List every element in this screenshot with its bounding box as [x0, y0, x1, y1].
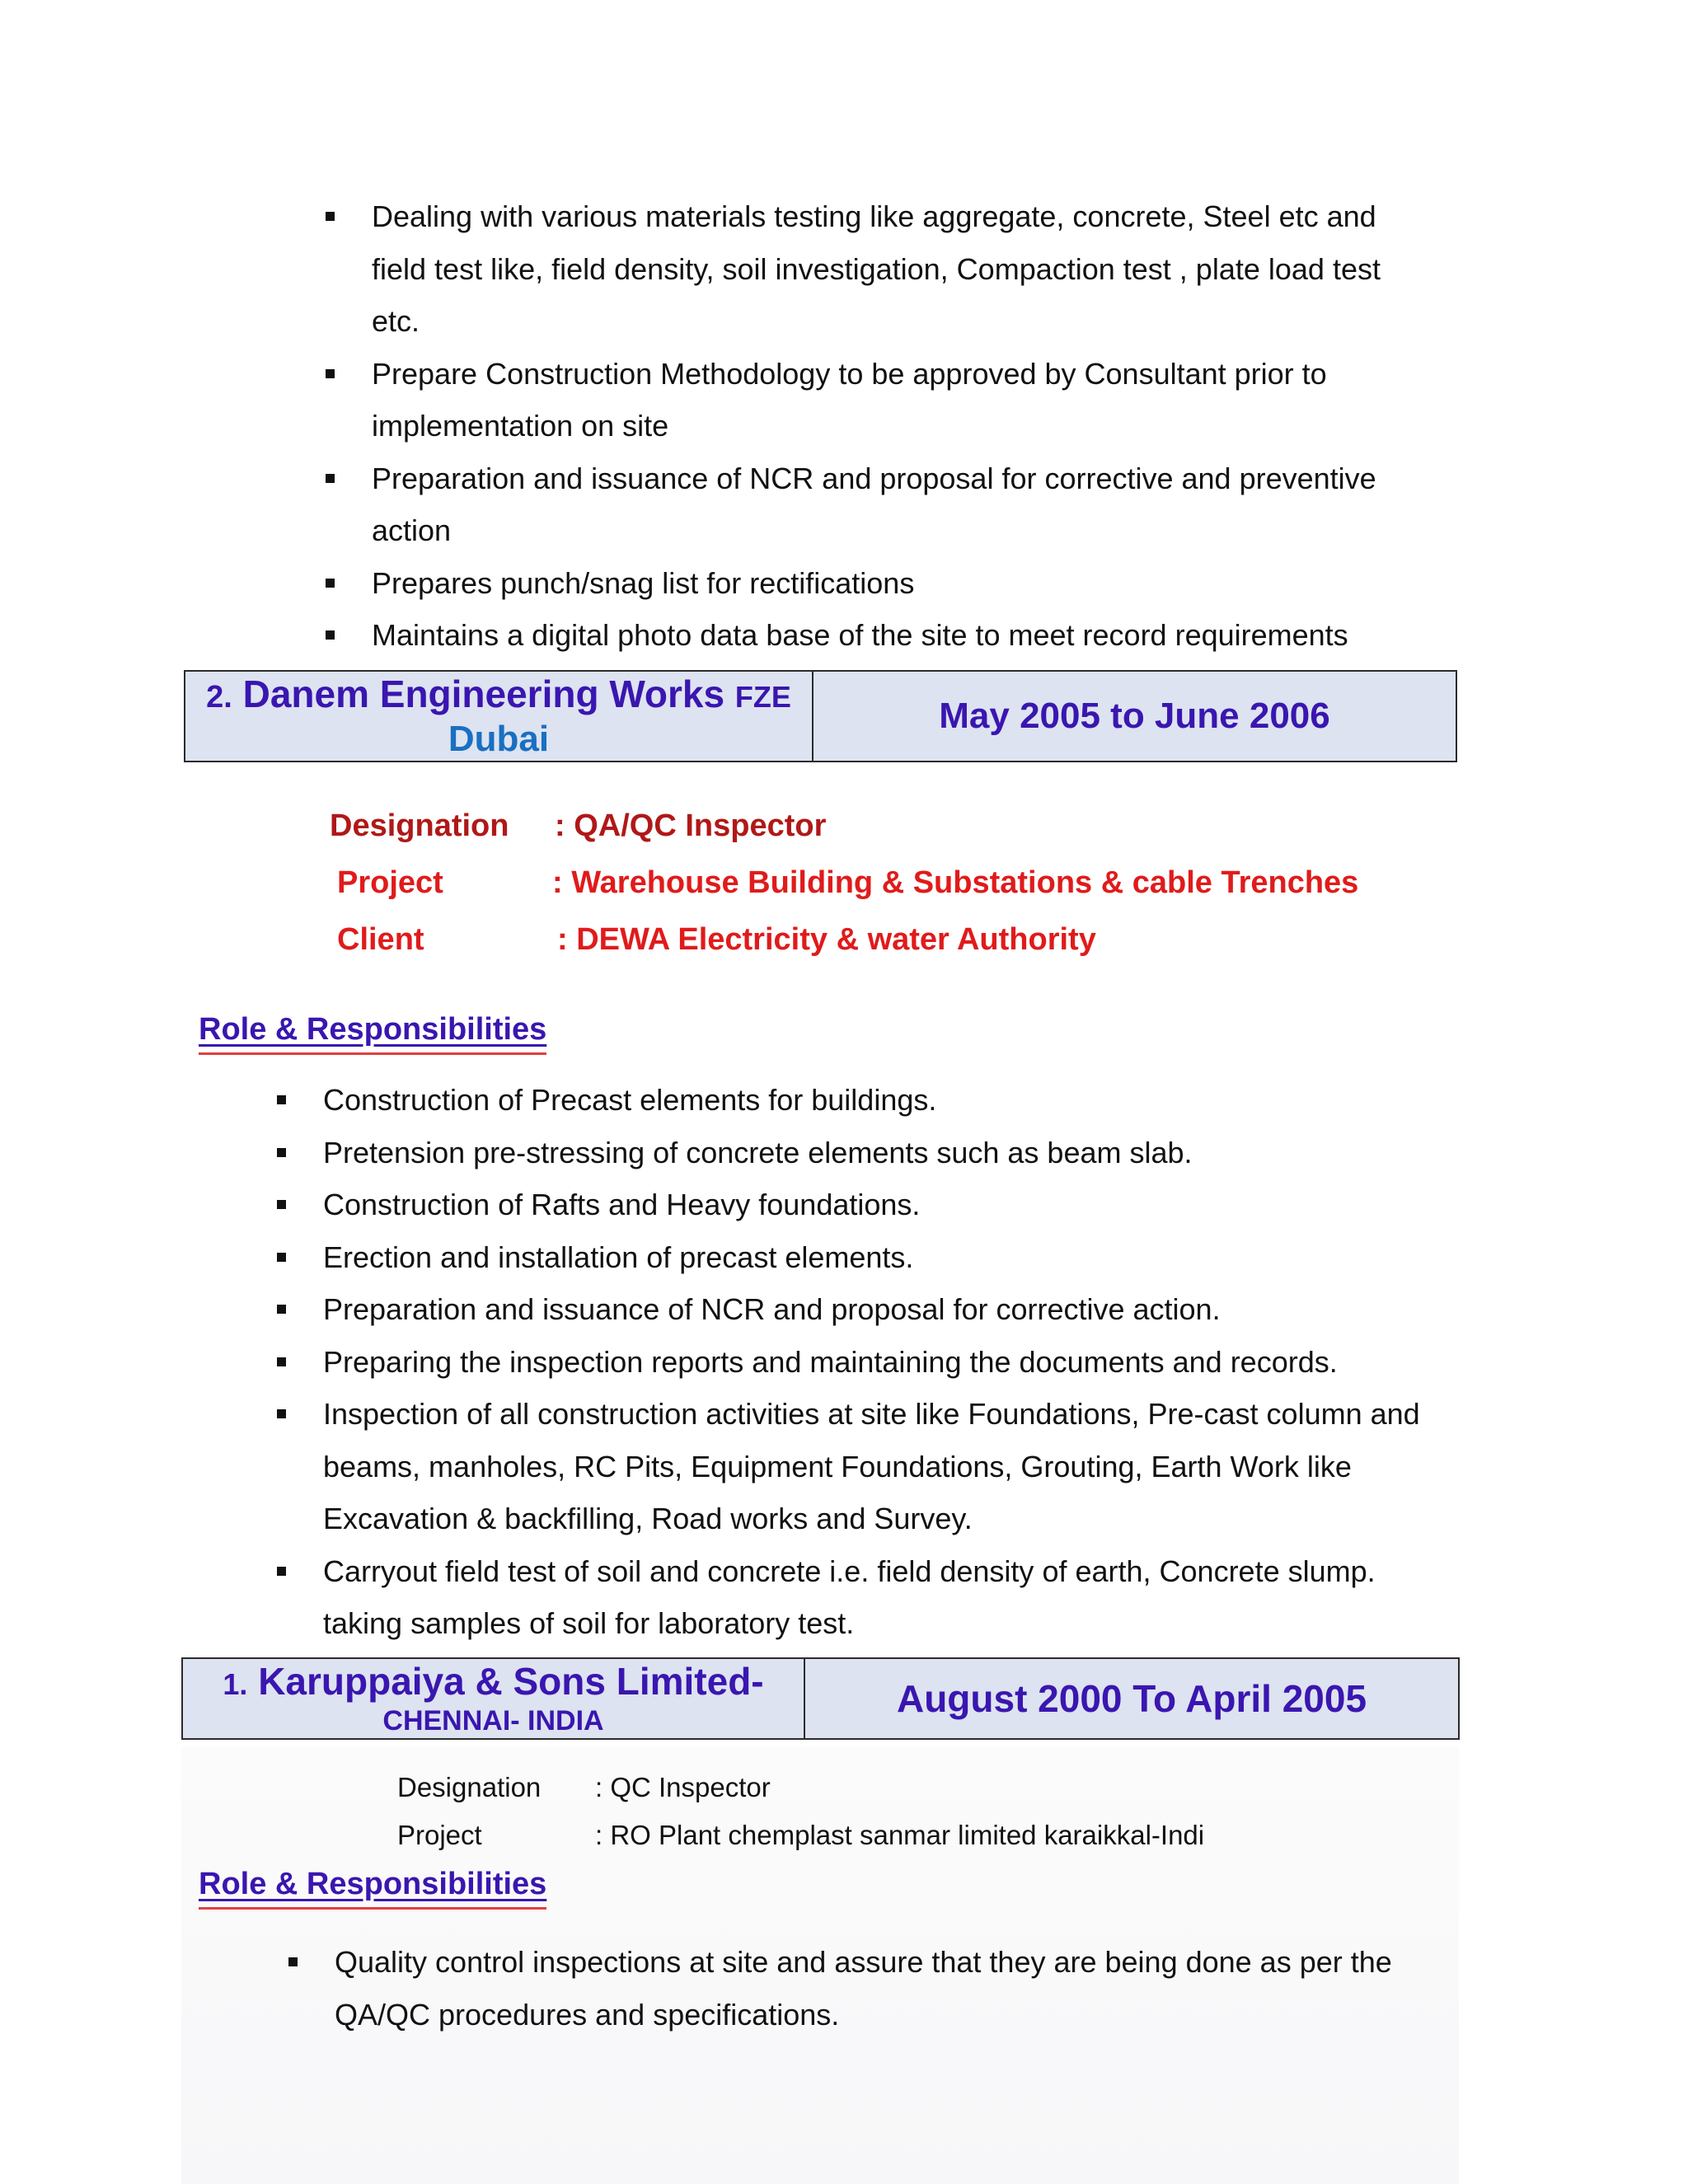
job1-number: 1.	[223, 1667, 248, 1701]
list-item: Preparing the inspection reports and maintaining the documents and records.	[275, 1336, 1446, 1389]
job2-roles-heading: Role & Responsibilities	[199, 1012, 547, 1047]
job1-roles-heading: Role & Responsibilities	[199, 1867, 547, 1901]
list-item: Maintains a digital photo data base of the site to meet record requirements	[324, 609, 1428, 662]
list-item: Inspection of all construction activities at site like Foundations, Pre-cast column and beams, manholes, RC Pits, Equipment Foundations, Grouting, Earth Work like Excavation & backfilling, Road works and Survey.	[275, 1388, 1446, 1545]
job2-designation-label: Designation	[330, 808, 509, 843]
list-item: Prepare Construction Methodology to be approved by Consultant prior to implementation on site	[324, 348, 1428, 452]
list-item: Preparation and issuance of NCR and proposal for corrective and preventive action	[324, 452, 1428, 557]
top-bullet-list	[324, 190, 1428, 662]
job2-client-value: : DEWA Electricity & water Authority	[557, 922, 1096, 957]
list-item: Construction of Precast elements for buildings.	[275, 1074, 1446, 1127]
job1-project-label: Project	[397, 1820, 482, 1850]
list-item: Prepares punch/snag list for rectifications	[324, 557, 1428, 610]
job1-company-cell	[183, 1659, 805, 1738]
job2-number: 2.	[206, 680, 232, 715]
job1-period: August 2000 To April 2005	[896, 1677, 1367, 1720]
job2-suffix: FZE	[734, 680, 791, 714]
list-item: Erection and installation of precast elements.	[275, 1231, 1446, 1284]
job2-header-box	[184, 670, 1457, 762]
job1-designation-value: : QC Inspector	[595, 1772, 771, 1802]
job2-responsibility-list	[275, 1074, 1446, 1650]
list-item: Quality control inspections at site and assure that they are being done as per the QA/QC procedures and specifications.	[287, 1936, 1449, 2041]
job2-project-label: Project	[337, 865, 443, 900]
list-item: Carryout field test of soil and concrete i.e. field density of earth, Concrete slump. taking samples of soil for laboratory test.	[275, 1545, 1446, 1650]
job2-company-cell	[185, 672, 814, 761]
job1-responsibility-list	[287, 1936, 1449, 2041]
list-item: Pretension pre-stressing of concrete elements such as beam slab.	[275, 1127, 1446, 1179]
job1-company: Karuppaiya & Sons Limited-	[258, 1660, 764, 1703]
job2-company: Danem Engineering Works	[242, 673, 725, 715]
job2-period: May 2005 to June 2006	[939, 696, 1330, 736]
job2-designation-value: : QA/QC Inspector	[555, 808, 827, 843]
job2-project-value: : Warehouse Building & Substations & cable Trenches	[552, 865, 1359, 900]
job2-client-label: Client	[337, 922, 424, 957]
job1-project-value: : RO Plant chemplast sanmar limited karaikkal-Indi	[595, 1820, 1205, 1850]
job1-header-box	[181, 1657, 1460, 1740]
job1-designation-label: Designation	[397, 1772, 542, 1802]
job2-location: Dubai	[448, 719, 550, 759]
list-item: Dealing with various materials testing like aggregate, concrete, Steel etc and field test like, field density, soil investigation, Compaction test , plate load test etc.	[324, 190, 1428, 348]
list-item: Preparation and issuance of NCR and proposal for corrective action.	[275, 1283, 1446, 1336]
job1-location: CHENNAI- INDIA	[382, 1705, 604, 1736]
list-item: Construction of Rafts and Heavy foundations.	[275, 1179, 1446, 1231]
